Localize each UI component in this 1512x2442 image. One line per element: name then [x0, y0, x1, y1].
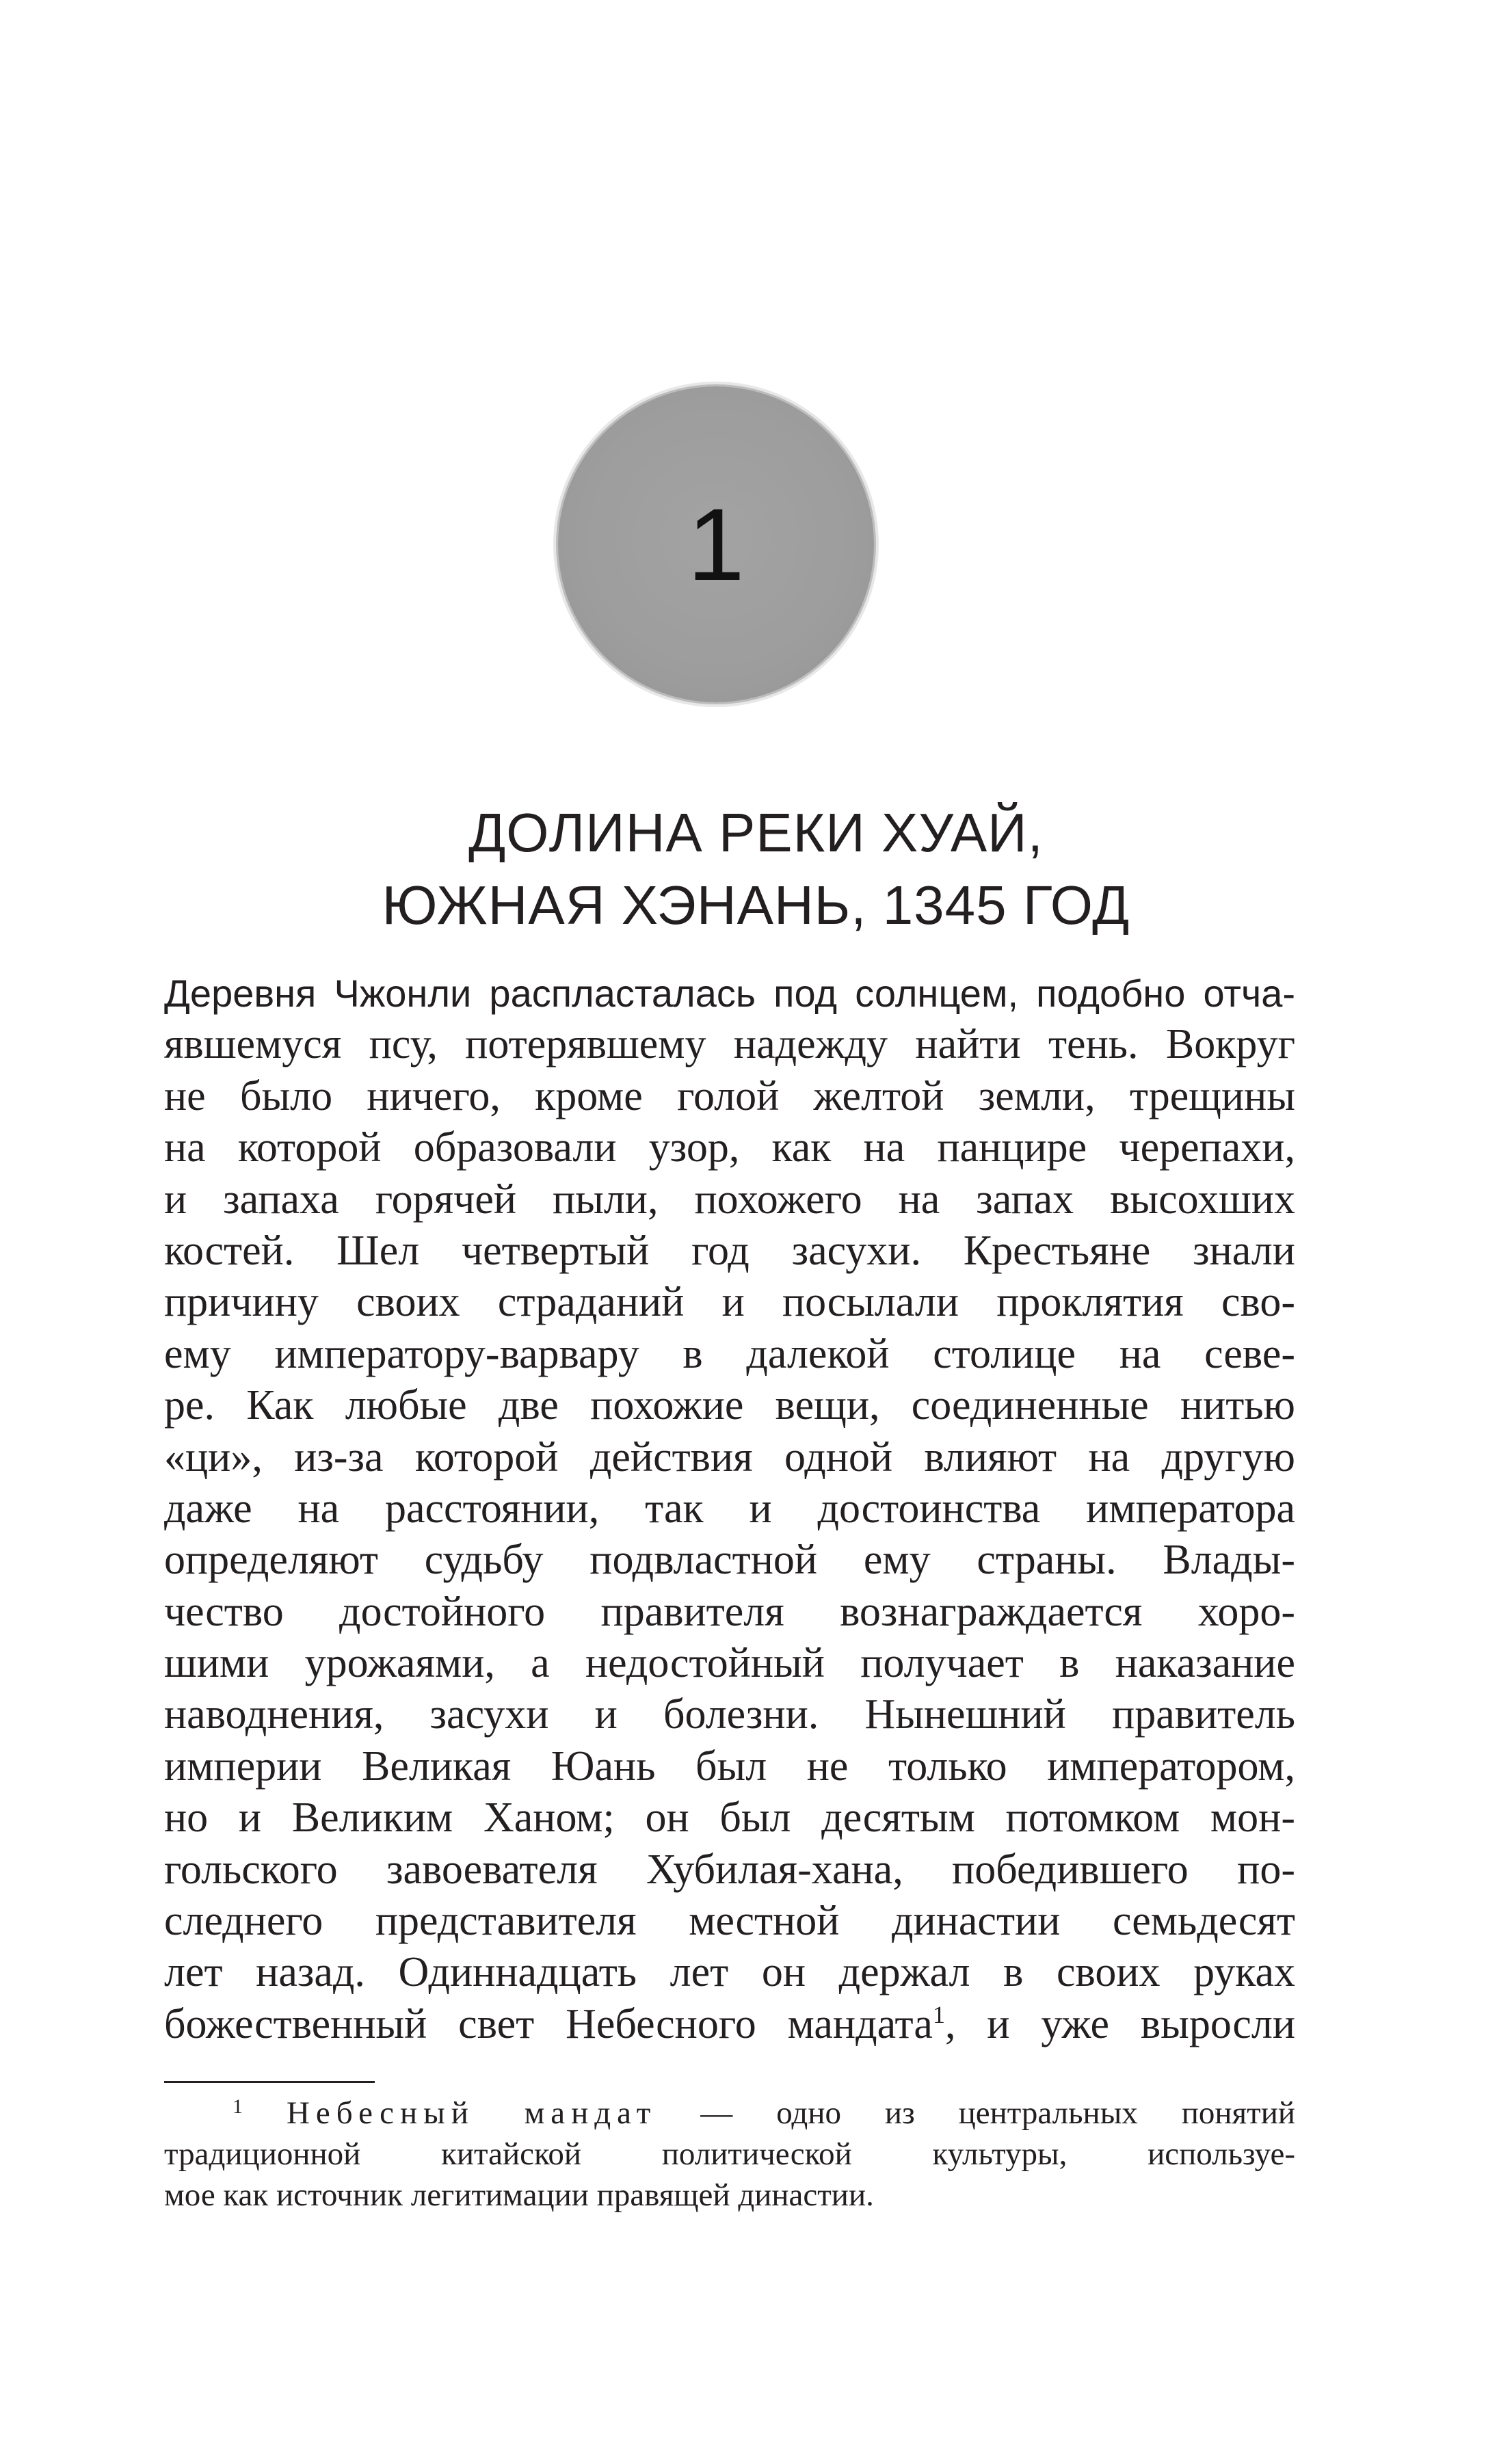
body-line: гольского завоевателя Хубилая-хана, победившего по- [164, 1846, 1295, 1893]
body-text-segment: , и уже выросли [944, 2000, 1296, 2047]
footnote-divider [164, 2081, 375, 2083]
chapter-heading-line: ЮЖНАЯ ХЭНАНЬ, 1345 ГОД [382, 875, 1130, 935]
chapter-number-circle [558, 386, 874, 702]
footnote-reference: 1 [932, 2000, 945, 2028]
footnote-line: традиционной китайской политической культуры, используе- [164, 2136, 1295, 2172]
body-line: определяют судьбу подвластной ему страны. Влады- [164, 1537, 1295, 1584]
body-line: шими урожаями, а недостойный получает в наказание [164, 1640, 1295, 1687]
body-line: явшемуся псу, потерявшему надежду найти тень. Вокруг [164, 1021, 1295, 1068]
footnote-line: мое как источник легитимации правящей династии. [164, 2177, 874, 2213]
body-line: ему императору-варвару в далекой столице на севе- [164, 1330, 1295, 1377]
body-paragraph [164, 968, 1295, 2050]
body-line: лет назад. Одиннадцать лет он держал в своих руках [164, 1949, 1295, 1996]
body-line: чество достойного правителя вознаграждается хоро- [164, 1588, 1295, 1635]
footnote-line [164, 2093, 1295, 2134]
body-line: ре. Как любые две похожие вещи, соединенные нитью [164, 1382, 1295, 1429]
body-text-segment: божественный свет Небесного мандата [164, 2000, 933, 2047]
body-line: не было ничего, кроме голой желтой земли, трещины [164, 1072, 1295, 1119]
body-line: костей. Шел четвертый год засухи. Крестьяне знали [164, 1227, 1295, 1274]
body-line: империи Великая Юань был не только императором, [164, 1742, 1295, 1790]
body-line-last [164, 1999, 1295, 2050]
body-line: причину своих страданий и посылали проклятия сво- [164, 1279, 1295, 1326]
chapter-heading [0, 797, 1512, 942]
body-line: даже на расстоянии, так и достоинства императора [164, 1485, 1295, 1532]
body-line: и запаха горячей пыли, похожего на запах высохших [164, 1176, 1295, 1223]
footnote-marker: 1 [233, 2095, 243, 2118]
body-line: на которой образовали узор, как на панцире черепахи, [164, 1124, 1295, 1171]
body-line: «ци», из-за которой действия одной влияют на другую [164, 1433, 1295, 1481]
chapter-number: 1 [687, 487, 745, 602]
body-line: следнего представителя местной династии семьдесят [164, 1898, 1295, 1945]
body-line: но и Великим Ханом; он был десятым потомком мон- [164, 1794, 1295, 1842]
footnote-term: Небесный мандат [286, 2095, 657, 2131]
body-line: наводнения, засухи и болезни. Нынешний правитель [164, 1691, 1295, 1738]
footnote-text-segment: — одно из центральных понятий [656, 2095, 1296, 2131]
footnote [164, 2093, 1295, 2216]
body-line: Деревня Чжонли распласталась под солнцем, подобно отча- [164, 972, 1295, 1015]
chapter-heading-line: ДОЛИНА РЕКИ ХУАЙ, [468, 802, 1044, 863]
